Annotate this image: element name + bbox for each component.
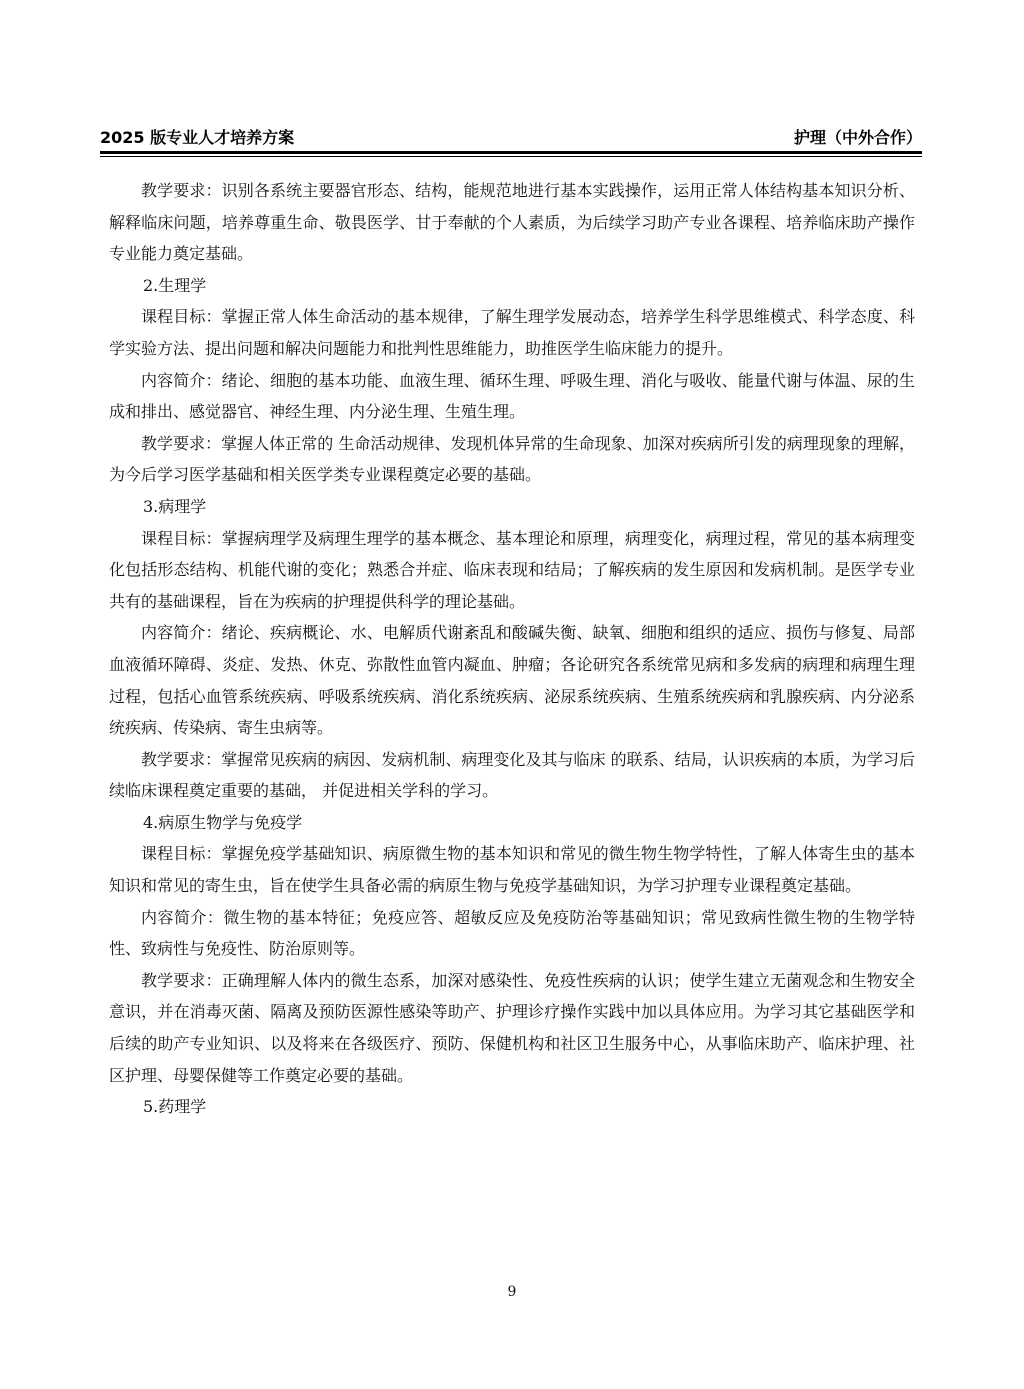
header-major-name: 护理（中外合作） bbox=[793, 128, 922, 147]
paragraph: 教学要求：正确理解人体内的微生态系，加深对感染性、免疫性疾病的认识；使学生建立无菌观念和生物安全意识，并在消毒灭菌、隔离及预防医源性感染等助产、护理诊疗操作实践中加以具体应用。为学习其它基础医学和后续的助产专业知识、以及将来在各级医疗、预防、保健机构和社区卫生服务中心，从事临床助产、临床护理、社区护理、母婴保健等工作奠定必要的基础。 bbox=[109, 970, 915, 1085]
body-text bbox=[109, 175, 915, 1123]
paragraph: 课程目标：掌握免疫学基础知识、病原微生物的基本知识和常见的微生物生物学特性，了解人体寄生虫的基本知识和常见的寄生虫，旨在使学生具备必需的病原生物与免疫学基础知识，为学习护理专业课程奠定基础。 bbox=[109, 844, 915, 896]
page-header bbox=[100, 125, 922, 149]
paragraph: 教学要求：掌握人体正常的 生命活动规律、发现机体异常的生命现象、加深对疾病所引发的病理现象的理解，为今后学习医学基础和相关医学类专业课程奠定必要的基础。 bbox=[109, 433, 915, 485]
paragraph: 内容简介：绪论、疾病概论、水、电解质代谢紊乱和酸碱失衡、缺氧、细胞和组织的适应、损伤与修复、局部血液循环障碍、炎症、发热、休克、弥散性血管内凝血、肿瘤；各论研究各系统常见病和多发病的病理和病理生理过程，包括心血管系统疾病、呼吸系统疾病、消化系统疾病、泌尿系统疾病、生殖系统疾病和乳腺疾病、内分泌系统疾病、传染病、寄生虫病等。 bbox=[109, 623, 915, 738]
page-number: 9 bbox=[507, 1284, 517, 1300]
header-program-title: 2025 版专业人才培养方案 bbox=[100, 128, 295, 147]
paragraph: 课程目标：掌握病理学及病理生理学的基本概念、基本理论和原理，病理变化，病理过程，常见的基本病理变化包括形态结构、机能代谢的变化；熟悉合并症、临床表现和结局；了解疾病的发生原因和发病机制。是医学专业共有的基础课程，旨在为疾病的护理提供科学的理论基础。 bbox=[109, 528, 915, 611]
paragraph: 课程目标：掌握正常人体生命活动的基本规律，了解生理学发展动态，培养学生科学思维模式、科学态度、科学实验方法、提出问题和解决问题能力和批判性思维能力，助推医学生临床能力的提升。 bbox=[109, 307, 915, 358]
paragraph: 内容简介：绪论、细胞的基本功能、血液生理、循环生理、呼吸生理、消化与吸收、能量代谢与体温、尿的生成和排出、感觉器官、神经生理、内分泌生理、生殖生理。 bbox=[109, 370, 915, 422]
header-rule-thick bbox=[100, 151, 922, 154]
section-heading: 2.生理学 bbox=[143, 275, 207, 295]
paragraph: 内容简介：微生物的基本特征；免疫应答、超敏反应及免疫防治等基础知识；常见致病性微生物的生物学特性、致病性与免疫性、防治原则等。 bbox=[109, 907, 915, 959]
paragraph: 教学要求：掌握常见疾病的病因、发病机制、病理变化及其与临床 的联系、结局，认识疾病的本质，为学习后续临床课程奠定重要的基础， 并促进相关学科的学习。 bbox=[109, 749, 915, 801]
paragraph: 教学要求：识别各系统主要器官形态、结构，能规范地进行基本实践操作，运用正常人体结构基本知识分析、解释临床问题，培养尊重生命、敬畏医学、甘于奉献的个人素质，为后续学习助产专业各课程、培养临床助产操作专业能力奠定基础。 bbox=[109, 181, 915, 264]
header-rule-thin bbox=[100, 156, 922, 157]
section-heading: 3.病理学 bbox=[143, 496, 207, 516]
section-heading: 4.病原生物学与免疫学 bbox=[143, 812, 303, 832]
section-heading: 5.药理学 bbox=[143, 1097, 207, 1117]
